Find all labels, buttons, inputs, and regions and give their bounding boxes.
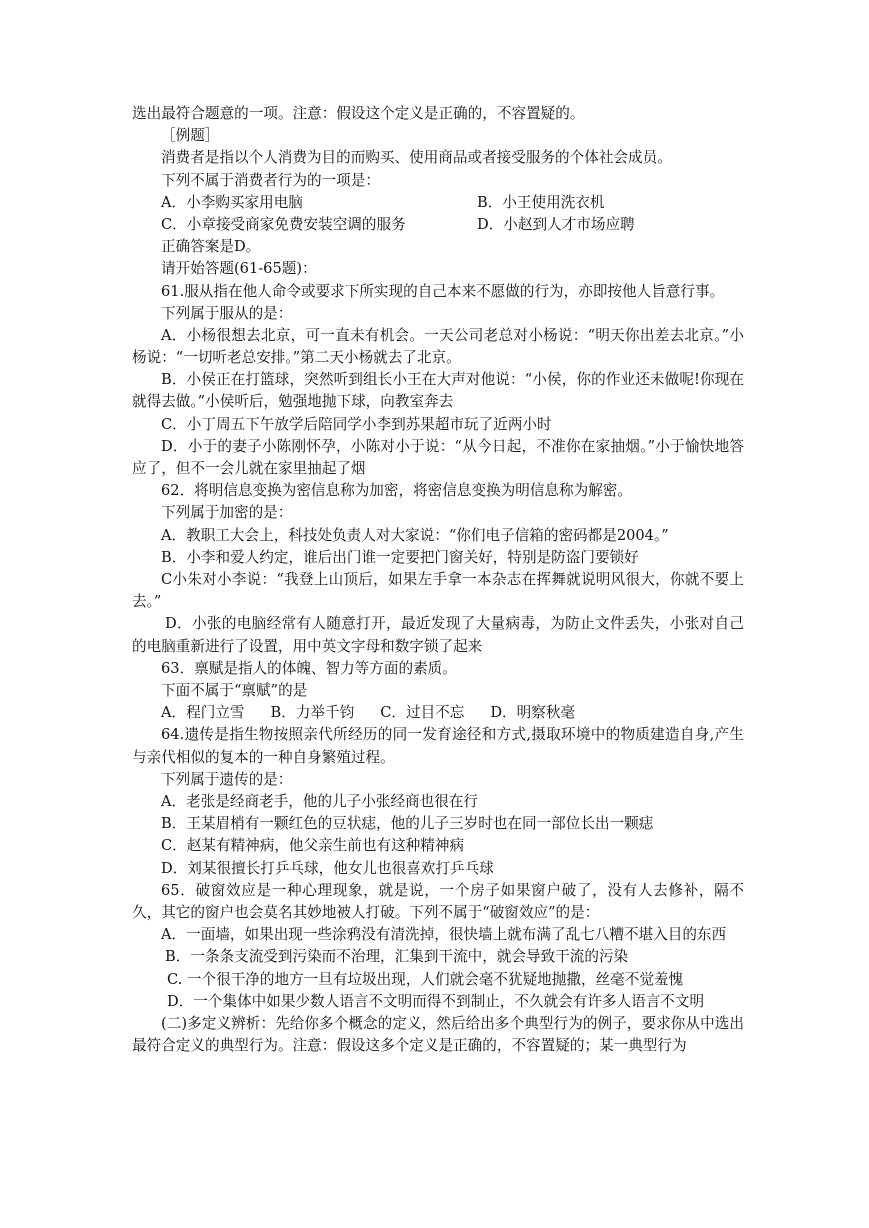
section-paragraph: (二)多定义辨析：先给你多个概念的定义，然后给出多个典型行为的例子，要求你从中选出最符合定义的典型行为。注意：假设这多个定义是正确的，不容置疑的；某一典型行为	[132, 1014, 744, 1055]
option-c: C．小章接受商家免费安装空调的服务	[161, 215, 406, 233]
option-c: C．过目不忘	[380, 704, 465, 722]
text-line: 下列属于遗传的是：	[161, 770, 293, 788]
question-61: 61.服从指在他人命令或要求下所实现的自己本来不愿做的行为，亦即按他人旨意行事。	[161, 282, 725, 300]
text-line: 下列不属于消费者行为的一项是：	[161, 171, 380, 189]
option-d: D．明察秋毫	[490, 704, 576, 722]
option-line: D．刘某很擅长打乒乓球，他女儿也很喜欢打乒乓球	[161, 859, 494, 877]
text-line: 请开始答题(61-65题)：	[161, 260, 317, 278]
option-d: D．小赵到人才市场应聘	[477, 215, 635, 233]
option-line: B．小李和爱人约定，谁后出门谁一定要把门窗关好，特别是防盗门要锁好	[161, 548, 639, 566]
option-line: C．赵某有精神病，他父亲生前也有这种精神病	[161, 837, 465, 855]
text-line: 下面不属于“禀赋”的是	[161, 682, 308, 700]
option-paragraph: A．小杨很想去北京，可一直未有机会。一天公司老总对小杨说：“明天你出差去北京。”小杨说：“一切听老总安排。”第二天小杨就去了北京。	[132, 326, 744, 367]
option-line: B．王某眉梢有一颗红色的豆状痣，他的儿子三岁时也在同一部位长出一颗痣	[161, 815, 654, 833]
text-line: 下列属于服从的是：	[161, 304, 293, 322]
option-row	[132, 702, 744, 724]
option-line: C．小丁周五下午放学后陪同学小李到苏果超市玩了近两小时	[161, 415, 552, 433]
option-line: A．老张是经商老手，他的儿子小张经商也很在行	[161, 793, 479, 810]
option-row	[132, 214, 744, 236]
answer-line: 正确答案是D。	[161, 238, 261, 256]
option-a: A．小李购买家用电脑	[161, 193, 303, 211]
option-b: B．力举千钧	[270, 704, 355, 722]
option-line: C. 一个很干净的地方一旦有垃圾出现，人们就会毫不犹疑地抛撒，丝毫不觉羞愧	[167, 970, 684, 988]
option-paragraph: D．小于的妻子小陈刚怀孕，小陈对小于说：“从今日起，不准你在家抽烟。”小于愉快地答应了，但不一会儿就在家里抽起了烟	[132, 437, 744, 478]
question-64: 64.遗传是指生物按照亲代所经历的同一发育途径和方式,摄取环境中的物质建造自身,产生与亲代相似的复本的一种自身繁殖过程。	[132, 726, 744, 766]
option-line: A．教职工大会上，科技处负责人对大家说：“你们电子信箱的密码都是2004。”	[161, 526, 669, 544]
option-paragraph: D．小张的电脑经常有人随意打开，最近发现了大量病毒，为防止文件丢失，小张对自己的电脑重新进行了设置，用中英文字母和数字锁了起来	[132, 615, 744, 655]
option-row	[132, 192, 744, 214]
text-line: 选出最符合题意的一项。注意：假设这个定义是正确的，不容置疑的。	[132, 105, 585, 122]
question-63: 63．禀赋是指人的体魄、智力等方面的素质。	[161, 659, 457, 677]
text-line: 消费者是指以个人消费为目的而购买、使用商品或者接受服务的个体社会成员。	[161, 149, 672, 167]
option-line: B．一条条支流受到污染而不治理，汇集到干流中，就会导致干流的污染	[165, 948, 629, 966]
option-paragraph: C小朱对小李说：“我登上山顶后，如果左手拿一本杂志在挥舞就说明风很大，你就不要上去。”	[132, 571, 744, 611]
question-65: 65．破窗效应是一种心理现象，就是说，一个房子如果窗户破了，没有人去修补，隔不久，其它的窗户也会莫名其妙地被人打破。下列不属于“破窗效应”的是：	[132, 881, 744, 921]
document-body	[132, 103, 744, 1057]
example-heading: ［例题］	[161, 127, 220, 145]
text-line: 下列属于加密的是：	[161, 504, 293, 522]
option-paragraph: A．一面墙，如果出现一些涂鸦没有清洗掉，很快墙上就布满了乱七八糟不堪入目的东西	[161, 926, 727, 944]
option-b: B．小王使用洗衣机	[477, 193, 605, 211]
option-paragraph: B．小侯正在打篮球，突然听到组长小王在大声对他说：“小侯，你的作业还未做呢!你现在就得去做。”小侯听后，勉强地抛下球，向教室奔去	[132, 371, 744, 411]
question-62: 62．将明信息变换为密信息称为加密，将密信息变换为明信息称为解密。	[161, 482, 632, 500]
option-a: A．程门立雪	[161, 704, 245, 722]
option-line: D．一个集体中如果少数人语言不文明而得不到制止，不久就会有许多人语言不文明	[167, 992, 705, 1010]
